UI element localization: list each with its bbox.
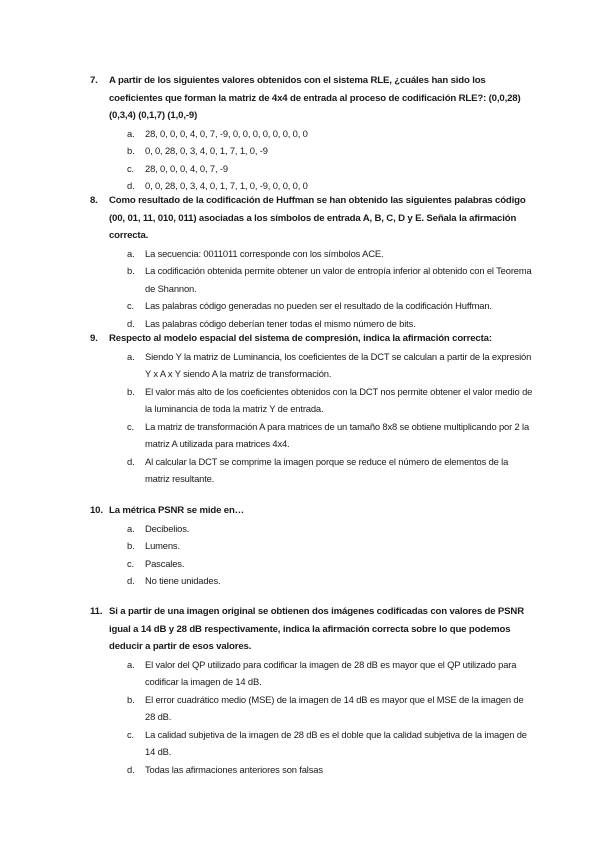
option-d (0, 572, 600, 590)
option-text: El valor más alto de los coeficientes obtenidos con la DCT nos permite obtener el valor medio de la luminancia de toda la matriz Y de entrada. (145, 385, 533, 414)
option-d (0, 453, 600, 488)
question-7 (0, 72, 600, 195)
question-text: La métrica PSNR se mide en… (109, 505, 245, 516)
option-c (0, 555, 600, 573)
option-letter: d. (127, 180, 135, 191)
option-text: No tiene unidades. (145, 575, 221, 586)
option-c (0, 160, 600, 178)
option-letter: b. (127, 385, 135, 397)
option-a (0, 520, 600, 538)
option-text: La calidad subjetiva de la imagen de 28 dB es el doble que la calidad subjetiva de la imagen de 14 dB. (145, 728, 527, 757)
option-letter: c. (127, 300, 134, 311)
option-letter: b. (127, 265, 135, 276)
question-11 (0, 603, 600, 778)
option-letter: a. (127, 350, 135, 362)
option-letter: b. (127, 540, 135, 551)
question-number: 9. (90, 333, 98, 344)
question-number: 11. (90, 606, 103, 617)
option-text: Al calcular la DCT se comprime la imagen porque se reduce el número de elementos de la matriz resultante. (145, 455, 509, 484)
option-text: Siendo Y la matriz de Luminancia, los coeficientes de la DCT se calculan a partir de la expresión Y x A x Y siendo A la matriz de transformación. (145, 350, 532, 379)
question-text: A partir de los siguientes valores obtenidos con el sistema RLE, ¿cuáles han sido los coeficientes que forman la matriz de 4x4 de entrada al proceso de codificación RLE?: (0,0,28) (0,3,4) (0,1,7) (1,0,-9) (109, 75, 521, 121)
option-letter: c. (127, 557, 134, 569)
question-text: Si a partir de una imagen original se obtienen dos imágenes codificadas con valores de PSNR igual a 14 dB y 28 dB respectivamente, indica la afirmación correcta sobre lo que podemos deducir a partir de esos valores. (109, 606, 524, 652)
option-letter: c. (127, 162, 134, 174)
question-number: 8. (90, 195, 98, 206)
question-text: Respecto al modelo espacial del sistema de compresión, indica la afirmación correcta: (109, 333, 492, 344)
option-d (0, 761, 600, 779)
option-text: 0, 0, 28, 0, 3, 4, 0, 1, 7, 1, 0, -9 (145, 145, 268, 156)
option-letter: b. (127, 693, 135, 705)
option-text: La secuencia: 0011011 corresponde con los símbolos ACE. (145, 247, 384, 259)
option-letter: a. (127, 127, 135, 139)
option-letter: d. (127, 763, 135, 775)
question-text: Como resultado de la codificación de Huffman se han obtenido las siguientes palabras código (00, 01, 11, 010, 011) asociadas a los símbolos de entrada A, B, C, D y E. Señala la afirmación correcta. (109, 195, 526, 241)
option-text: La matriz de transformación A para matrices de un tamaño 8x8 se obtiene multiplicando por 2 la matriz A utilizada para matrices 4x4. (145, 420, 530, 449)
option-a (0, 245, 600, 263)
option-letter: c. (127, 420, 134, 432)
option-b (0, 691, 600, 726)
option-text: El valor del QP utilizado para codificar la imagen de 28 dB es mayor que el QP utilizado para codificar la imagen de 14 dB. (145, 658, 517, 687)
option-text: 28, 0, 0, 0, 4, 0, 7, -9 (145, 162, 228, 174)
option-a (0, 125, 600, 143)
option-letter: d. (127, 317, 135, 329)
option-letter: b. (127, 145, 135, 156)
option-b (0, 142, 600, 160)
option-letter: a. (127, 247, 135, 259)
option-a (0, 656, 600, 691)
option-letter: d. (127, 575, 135, 586)
question-number: 10. (90, 505, 103, 516)
option-b (0, 262, 600, 297)
option-text: Todas las afirmaciones anteriores son falsas (145, 763, 323, 775)
option-text: 28, 0, 0, 0, 4, 0, 7, -9, 0, 0, 0, 0, 0, 0, 0, 0 (145, 127, 308, 139)
option-letter: a. (127, 658, 135, 670)
option-letter: a. (127, 522, 135, 534)
question-9 (0, 330, 600, 488)
option-c (0, 726, 600, 761)
option-text: Decibelios. (145, 522, 190, 534)
option-text: Lumens. (145, 540, 180, 551)
question-number: 7. (90, 75, 98, 86)
question-10 (0, 502, 600, 590)
option-letter: d. (127, 455, 135, 467)
option-c (0, 297, 600, 315)
option-b (0, 537, 600, 555)
option-text: La codificación obtenida permite obtener un valor de entropía inferior al obtenido con el Teorema de Shannon. (145, 265, 532, 294)
option-text: El error cuadrático medio (MSE) de la imagen de 14 dB es mayor que el MSE de la imagen de 28 dB. (145, 693, 524, 722)
option-text: 0, 0, 28, 0, 3, 4, 0, 1, 7, 1, 0, -9, 0, 0, 0, 0 (145, 180, 308, 191)
option-text: Pascales. (145, 557, 185, 569)
option-text: Las palabras código generadas no pueden ser el resultado de la codificación Huffman. (145, 300, 492, 311)
option-text: Las palabras código deberían tener todas el mismo número de bits. (145, 317, 416, 329)
option-c (0, 418, 600, 453)
option-a (0, 348, 600, 383)
question-8 (0, 192, 600, 332)
option-b (0, 383, 600, 418)
option-letter: c. (127, 728, 134, 740)
